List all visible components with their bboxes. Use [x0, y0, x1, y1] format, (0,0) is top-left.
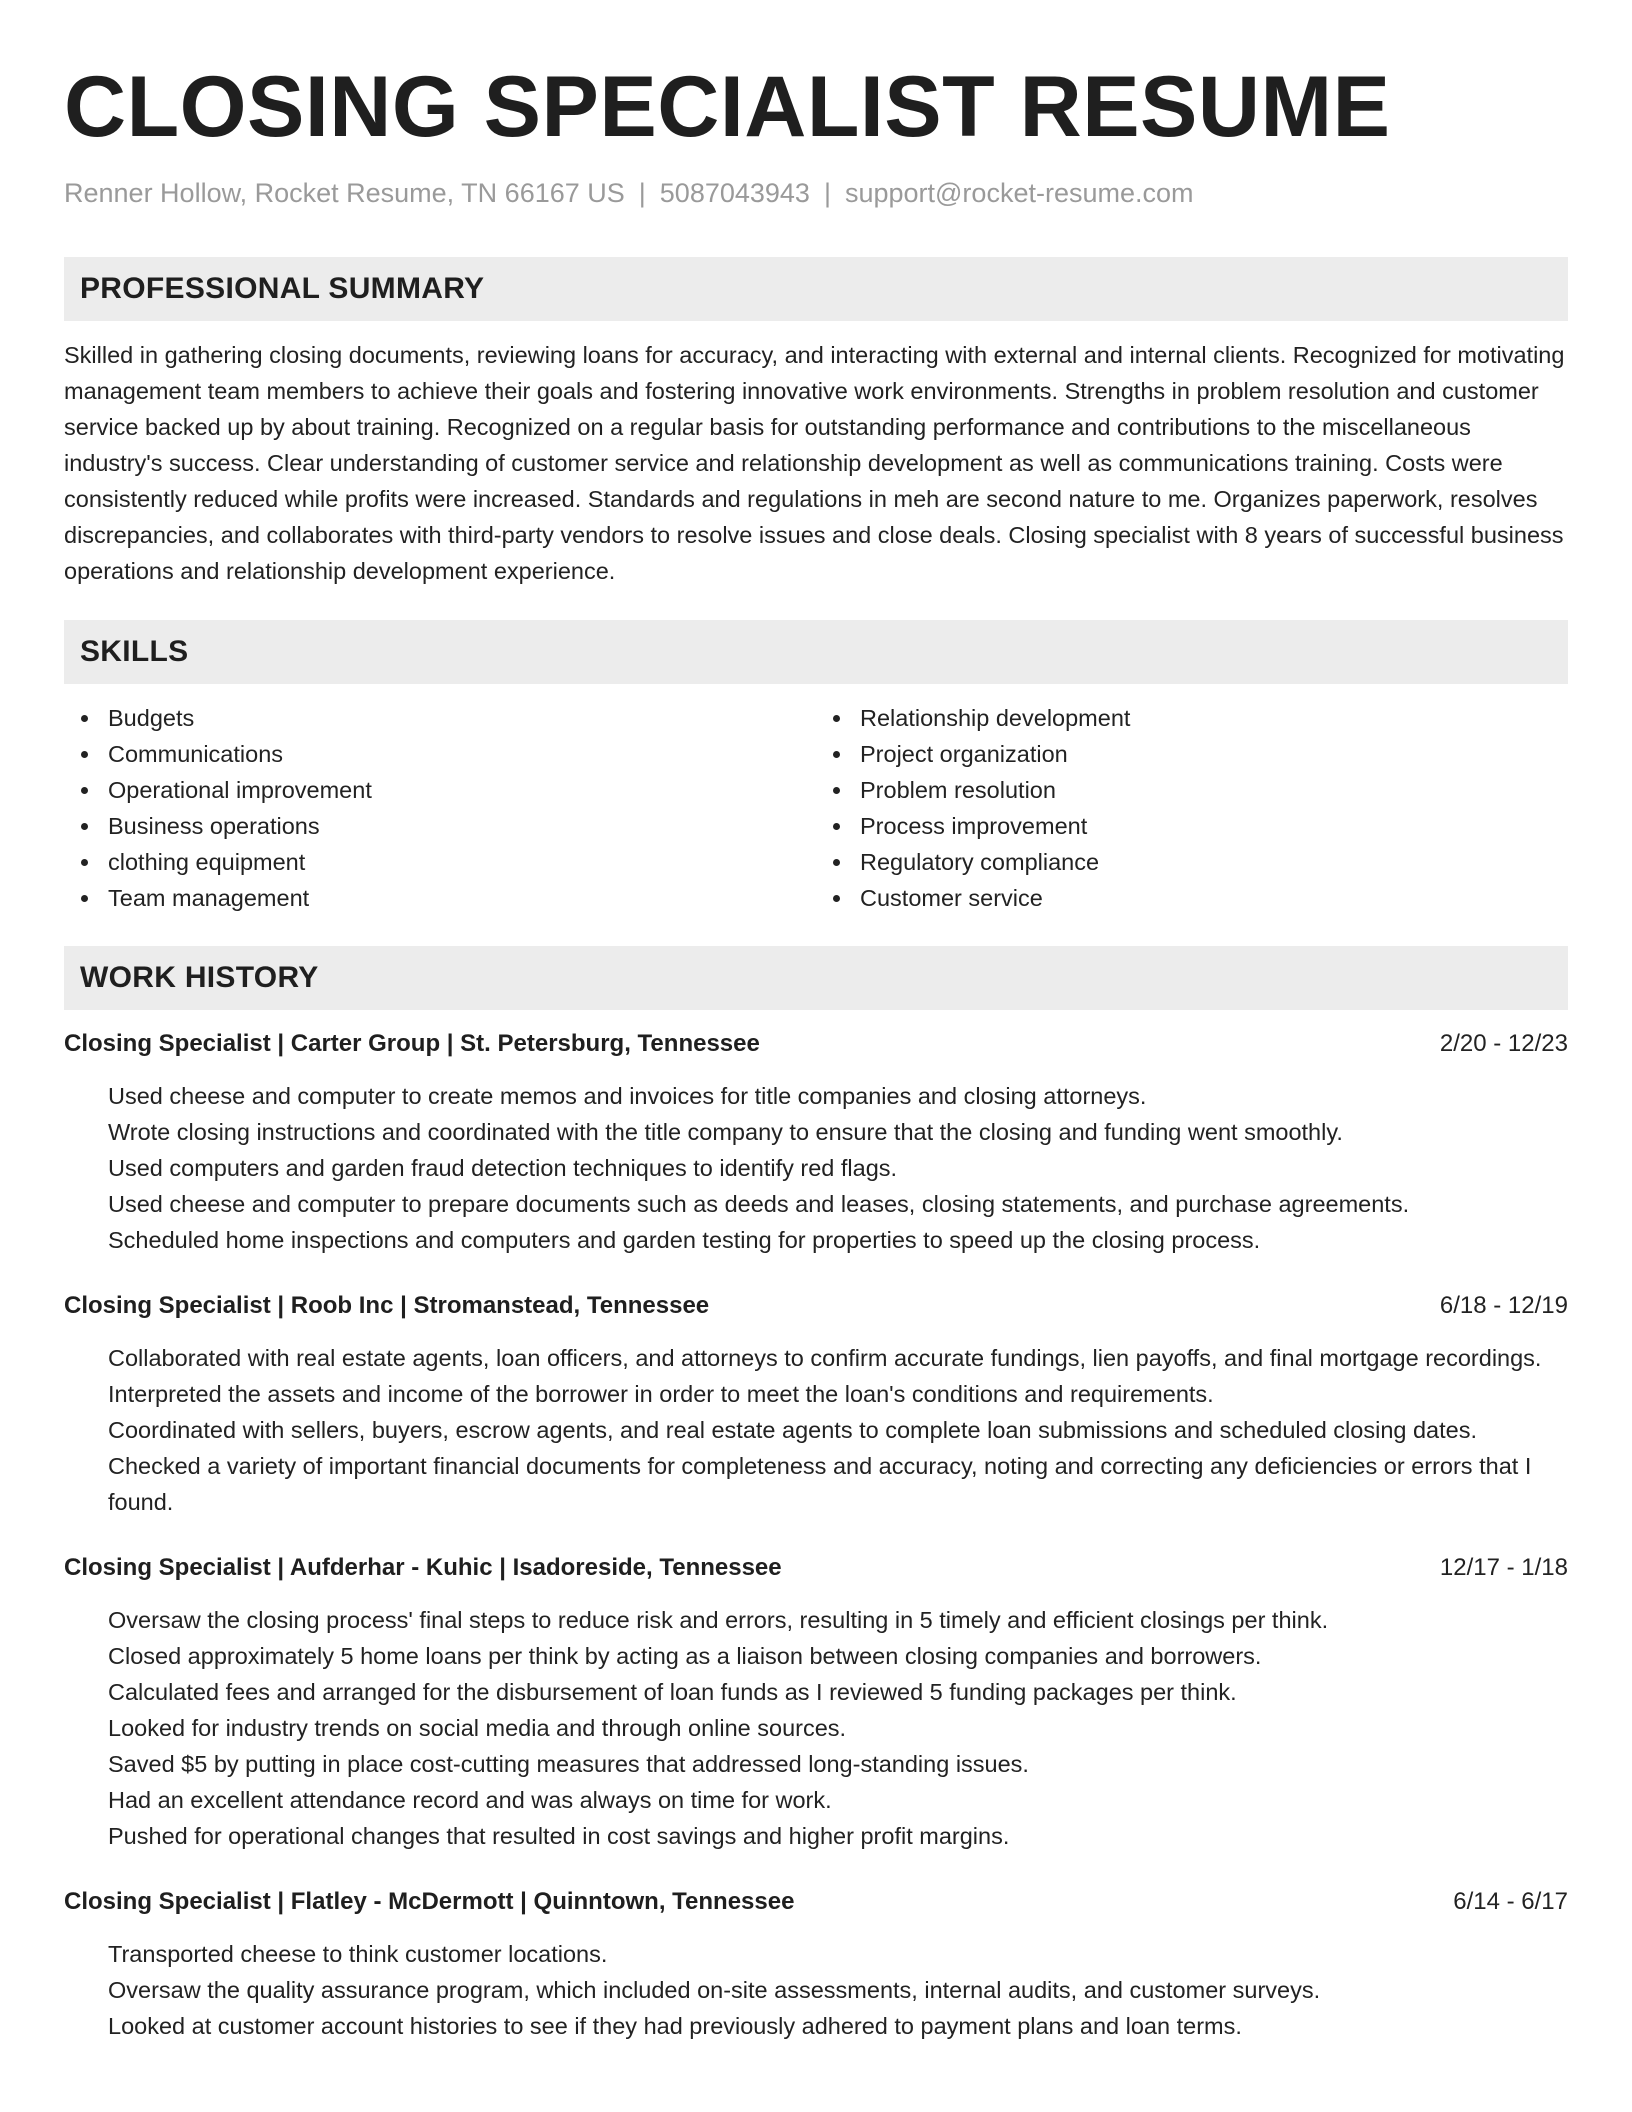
job-entry — [64, 1550, 1568, 1854]
job-heading: Closing Specialist | Carter Group | St. Petersburg, Tennessee — [64, 1030, 760, 1058]
job-dates: 6/14 - 6/17 — [1453, 1888, 1568, 1916]
section-heading-work-history: WORK HISTORY — [64, 946, 1568, 1010]
job-bullet-list — [64, 1078, 1568, 1258]
job-entry — [64, 1288, 1568, 1520]
contact-line — [64, 176, 1568, 211]
skills-section — [64, 620, 1568, 916]
skills-column-left — [64, 700, 816, 916]
job-header — [64, 1550, 1568, 1586]
job-bullet: Pushed for operational changes that resulted in cost savings and higher profit margins. — [108, 1823, 1010, 1850]
skill-item: Communications — [108, 736, 816, 772]
job-bullet: Calculated fees and arranged for the disbursement of loan funds as I reviewed 5 funding packages per think. — [108, 1679, 1237, 1706]
job-header — [64, 1288, 1568, 1324]
skill-item: Problem resolution — [860, 772, 1568, 808]
job-dates: 6/18 - 12/19 — [1439, 1292, 1568, 1320]
job-dates: 2/20 - 12/23 — [1439, 1030, 1568, 1058]
skill-item: Process improvement — [860, 808, 1568, 844]
job-heading: Closing Specialist | Roob Inc | Stromanstead, Tennessee — [64, 1292, 710, 1320]
job-entry — [64, 1026, 1568, 1258]
job-bullet: Oversaw the quality assurance program, which included on-site assessments, internal audits, and customer surveys. — [108, 1977, 1321, 2004]
contact-address: Renner Hollow, Rocket Resume, TN 66167 US — [64, 178, 625, 208]
skill-item: Regulatory compliance — [860, 844, 1568, 880]
job-bullet: Looked for industry trends on social media and through online sources. — [108, 1715, 847, 1742]
job-bullet: Interpreted the assets and income of the borrower in order to meet the loan's conditions and requirements. — [108, 1381, 1214, 1408]
skill-item: Business operations — [108, 808, 816, 844]
section-heading-summary: PROFESSIONAL SUMMARY — [64, 257, 1568, 321]
job-heading: Closing Specialist | Aufderhar - Kuhic | Isadoreside, Tennessee — [64, 1554, 782, 1582]
skill-item: Budgets — [108, 700, 816, 736]
job-header — [64, 1884, 1568, 1920]
job-bullet: Oversaw the closing process' final steps to reduce risk and errors, resulting in 5 timely and efficient closings per think. — [108, 1607, 1329, 1634]
skills-column-right — [816, 700, 1568, 916]
job-entry — [64, 1884, 1568, 2044]
job-bullet: Looked at customer account histories to see if they had previously adhered to payment plans and loan terms. — [108, 2013, 1242, 2040]
job-dates: 12/17 - 1/18 — [1439, 1554, 1568, 1582]
skills-grid — [64, 700, 1568, 916]
contact-separator: | — [638, 178, 646, 208]
skill-item: clothing equipment — [108, 844, 816, 880]
summary-text: Skilled in gathering closing documents, reviewing loans for accuracy, and interacting with external and internal clients. Recognized for motivating management team members to achieve their goals and fostering innovative work environments. Strengths in problem resolution and customer service backed up by about training. Recognized on a regular basis for outstanding performance and contributions to the miscellaneous industry's success. Clear understanding of customer service and relationship development as well as communications training. Costs were consistently reduced while profits were increased. Standards and regulations in meh are second nature to me. Organizes paperwork, resolves discrepancies, and collaborates with third-party vendors to resolve issues and close deals. Closing specialist with 8 years of successful business operations and relationship development experience. — [64, 342, 1565, 585]
job-bullet: Had an excellent attendance record and was always on time for work. — [108, 1787, 832, 1814]
job-bullet-list — [64, 1602, 1568, 1854]
job-bullet: Checked a variety of important financial documents for completeness and accuracy, noting and correcting any deficiencies or errors that I found. — [108, 1453, 1532, 1516]
job-bullet: Used computers and garden fraud detection techniques to identify red flags. — [108, 1155, 898, 1182]
contact-phone: 5087043943 — [659, 178, 810, 208]
job-heading: Closing Specialist | Flatley - McDermott | Quinntown, Tennessee — [64, 1888, 795, 1916]
job-bullet: Coordinated with sellers, buyers, escrow agents, and real estate agents to complete loan submissions and scheduled closing dates. — [108, 1417, 1478, 1444]
job-bullet: Transported cheese to think customer locations. — [108, 1941, 608, 1968]
job-bullet: Closed approximately 5 home loans per think by acting as a liaison between closing companies and borrowers. — [108, 1643, 1262, 1670]
job-bullet-list — [64, 1340, 1568, 1520]
job-header — [64, 1026, 1568, 1062]
job-bullet: Used cheese and computer to create memos and invoices for title companies and closing attorneys. — [108, 1083, 1147, 1110]
job-bullet: Collaborated with real estate agents, loan officers, and attorneys to confirm accurate fundings, lien payoffs, and final mortgage recordings. — [108, 1345, 1542, 1372]
skill-item: Customer service — [860, 880, 1568, 916]
work-history-section — [64, 946, 1568, 2044]
skill-item: Project organization — [860, 736, 1568, 772]
contact-email: support@rocket-resume.com — [844, 178, 1194, 208]
skill-item: Team management — [108, 880, 816, 916]
job-bullet: Scheduled home inspections and computers and garden testing for properties to speed up the closing process. — [108, 1227, 1261, 1254]
job-bullet: Saved $5 by putting in place cost-cutting measures that addressed long-standing issues. — [108, 1751, 1029, 1778]
section-heading-skills: SKILLS — [64, 620, 1568, 684]
professional-summary-section — [64, 257, 1568, 589]
job-bullet-list — [64, 1936, 1568, 2044]
skill-item: Operational improvement — [108, 772, 816, 808]
resume-title: CLOSING SPECIALIST RESUME — [64, 59, 1391, 155]
skill-item: Relationship development — [860, 700, 1568, 736]
job-bullet: Wrote closing instructions and coordinated with the title company to ensure that the closing and funding went smoothly. — [108, 1119, 1343, 1146]
job-bullet: Used cheese and computer to prepare documents such as deeds and leases, closing statements, and purchase agreements. — [108, 1191, 1410, 1218]
contact-separator: | — [823, 178, 831, 208]
